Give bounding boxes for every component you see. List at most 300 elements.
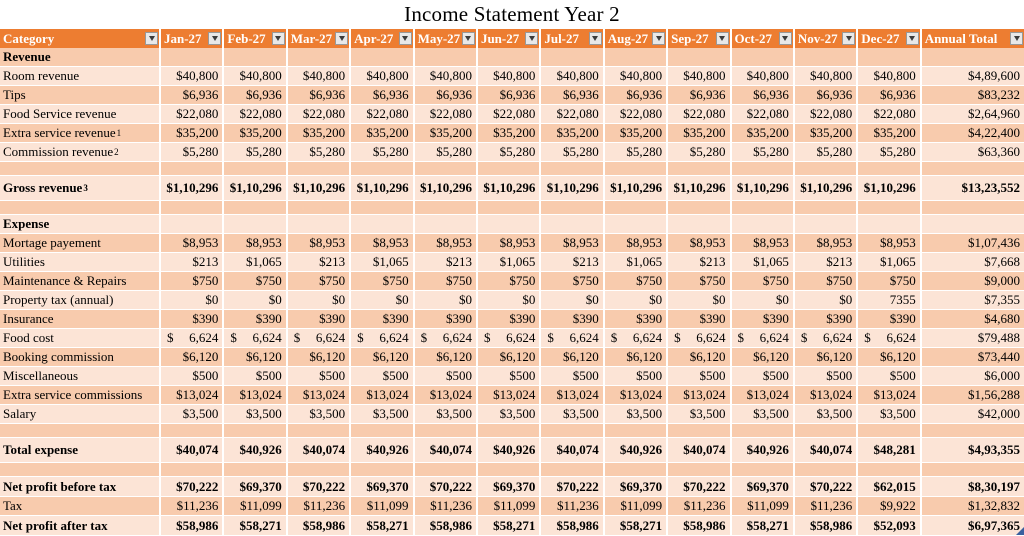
value-cell[interactable]: $500 (161, 367, 224, 385)
value-cell[interactable]: $42,000 (977, 406, 1020, 421)
value-cell[interactable]: $6,120 (288, 348, 351, 366)
row-label-cell[interactable] (0, 405, 161, 423)
value-cell[interactable]: $0 (668, 291, 731, 309)
value-cell[interactable]: $40,800 (161, 67, 224, 85)
value-cell[interactable] (288, 329, 351, 347)
value-cell[interactable]: $35,200 (351, 124, 414, 142)
value-cell[interactable] (668, 215, 731, 233)
filter-dropdown-dec-27[interactable] (906, 32, 919, 45)
row-label-cell[interactable] (0, 67, 161, 85)
value-cell[interactable]: $52,093 (858, 516, 921, 535)
value-cell[interactable]: $22,080 (288, 105, 351, 123)
row-label-cell[interactable] (0, 48, 161, 66)
value-cell[interactable]: $13,024 (161, 386, 224, 404)
value-cell[interactable]: $1,10,296 (161, 176, 224, 200)
value-cell[interactable]: $40,926 (224, 438, 287, 462)
value-cell[interactable]: $6,120 (858, 348, 921, 366)
value-cell[interactable]: $35,200 (605, 124, 668, 142)
value-cell[interactable]: $5,280 (858, 143, 921, 161)
value-cell[interactable]: $13,024 (541, 386, 604, 404)
value-cell[interactable]: $40,800 (351, 67, 414, 85)
value-cell[interactable]: $500 (224, 367, 287, 385)
value-cell[interactable]: $5,280 (795, 143, 858, 161)
value-cell[interactable] (732, 329, 795, 347)
value-cell[interactable] (605, 215, 668, 233)
value-cell[interactable]: $0 (415, 291, 478, 309)
header-cell-may-27[interactable] (415, 29, 478, 48)
value-cell[interactable]: $1,10,296 (224, 176, 287, 200)
value-cell[interactable]: $35,200 (795, 124, 858, 142)
value-cell[interactable]: $40,074 (415, 438, 478, 462)
value-cell[interactable] (668, 201, 731, 214)
value-cell[interactable]: $1,10,296 (288, 176, 351, 200)
value-cell[interactable]: $13,024 (795, 386, 858, 404)
row-label-cell[interactable] (0, 348, 161, 366)
value-cell[interactable]: $8,30,197 (968, 478, 1020, 494)
value-cell[interactable]: $3,500 (478, 405, 541, 423)
value-cell[interactable]: $6,120 (415, 348, 478, 366)
value-cell[interactable]: $0 (224, 291, 287, 309)
value-cell[interactable] (288, 463, 351, 476)
value-cell[interactable]: $40,926 (351, 438, 414, 462)
value-cell[interactable]: $58,986 (415, 516, 478, 535)
value-cell[interactable]: $40,074 (541, 438, 604, 462)
value-cell[interactable] (922, 463, 1024, 476)
value-cell[interactable]: $1,065 (351, 253, 414, 271)
value-cell[interactable]: $3,500 (224, 405, 287, 423)
value-cell[interactable]: $11,236 (288, 497, 351, 515)
header-cell-sep-27[interactable] (668, 29, 731, 48)
row-label-cell[interactable]: Extra service revenue 1 (0, 124, 161, 142)
value-cell[interactable]: $6,936 (224, 86, 287, 104)
value-cell[interactable] (605, 48, 668, 66)
value-cell[interactable] (415, 463, 478, 476)
value-cell[interactable] (541, 48, 604, 66)
header-cell-jun-27[interactable] (478, 29, 541, 48)
value-cell[interactable]: $8,953 (224, 234, 287, 252)
value-cell[interactable]: $3,500 (415, 405, 478, 423)
value-cell[interactable]: $13,024 (224, 386, 287, 404)
value-cell[interactable]: $6,120 (605, 348, 668, 366)
value-cell[interactable]: $1,065 (858, 253, 921, 271)
value-cell[interactable]: $6,936 (541, 86, 604, 104)
value-cell[interactable]: $390 (795, 310, 858, 328)
value-cell[interactable] (605, 162, 668, 175)
value-cell[interactable]: $213 (795, 253, 858, 271)
value-cell[interactable]: $13,024 (351, 386, 414, 404)
value-cell[interactable] (605, 463, 668, 476)
value-cell[interactable] (161, 463, 224, 476)
value-cell[interactable] (605, 424, 668, 437)
value-cell[interactable] (795, 201, 858, 214)
value-cell[interactable]: $13,024 (605, 386, 668, 404)
filter-dropdown-jan-27[interactable] (208, 32, 221, 45)
header-cell-apr-27[interactable] (351, 29, 414, 48)
value-cell[interactable]: $213 (161, 253, 224, 271)
filter-dropdown-category[interactable] (145, 32, 158, 45)
value-cell[interactable] (605, 201, 668, 214)
value-cell[interactable]: $40,800 (288, 67, 351, 85)
value-cell[interactable]: $58,271 (605, 516, 668, 535)
value-cell[interactable]: $8,953 (478, 234, 541, 252)
value-cell[interactable] (288, 48, 351, 66)
value-cell[interactable]: $1,10,296 (541, 176, 604, 200)
value-cell[interactable]: $40,074 (288, 438, 351, 462)
value-cell[interactable]: $8,953 (541, 234, 604, 252)
value-cell[interactable] (478, 201, 541, 214)
value-cell[interactable]: $40,800 (795, 67, 858, 85)
filter-dropdown-mar-27[interactable] (335, 32, 348, 45)
value-cell[interactable]: $5,280 (288, 143, 351, 161)
value-cell[interactable] (224, 201, 287, 214)
value-cell[interactable]: $5,280 (351, 143, 414, 161)
header-cell-annual-total[interactable] (922, 29, 1024, 48)
value-cell[interactable]: $750 (288, 272, 351, 290)
value-cell[interactable]: $58,986 (795, 516, 858, 535)
value-cell[interactable]: $8,953 (161, 234, 224, 252)
value-cell[interactable] (351, 201, 414, 214)
value-cell[interactable]: $6,936 (858, 86, 921, 104)
value-cell[interactable]: $6,936 (668, 86, 731, 104)
header-cell-mar-27[interactable] (288, 29, 351, 48)
value-cell[interactable] (478, 424, 541, 437)
value-cell[interactable]: $1,56,288 (968, 387, 1020, 402)
value-cell[interactable] (732, 463, 795, 476)
value-cell[interactable] (478, 162, 541, 175)
value-cell[interactable] (858, 48, 921, 66)
value-cell[interactable]: $8,953 (351, 234, 414, 252)
value-cell[interactable]: $70,222 (288, 477, 351, 496)
value-cell[interactable] (161, 162, 224, 175)
value-cell[interactable]: $40,800 (415, 67, 478, 85)
value-cell[interactable]: $1,065 (224, 253, 287, 271)
value-cell[interactable]: $8,953 (732, 234, 795, 252)
filter-dropdown-nov-27[interactable] (842, 32, 855, 45)
value-cell[interactable]: $8,953 (605, 234, 668, 252)
value-cell[interactable]: $11,236 (161, 497, 224, 515)
value-cell[interactable]: $58,271 (478, 516, 541, 535)
value-cell[interactable]: $6,120 (351, 348, 414, 366)
value-cell[interactable] (161, 201, 224, 214)
value-cell[interactable]: $22,080 (351, 105, 414, 123)
value-cell[interactable]: $1,07,436 (968, 235, 1020, 250)
value-cell[interactable]: $3,500 (541, 405, 604, 423)
value-cell[interactable] (351, 424, 414, 437)
row-label-cell[interactable] (0, 310, 161, 328)
value-cell[interactable]: $22,080 (668, 105, 731, 123)
value-cell[interactable]: $40,074 (668, 438, 731, 462)
value-cell[interactable]: $500 (288, 367, 351, 385)
value-cell[interactable]: $40,800 (541, 67, 604, 85)
value-cell[interactable]: $11,099 (351, 497, 414, 515)
value-cell[interactable]: $4,22,400 (968, 125, 1020, 140)
value-cell[interactable]: $1,10,296 (732, 176, 795, 200)
value-cell[interactable] (858, 424, 921, 437)
value-cell[interactable] (161, 215, 224, 233)
value-cell[interactable] (858, 201, 921, 214)
value-cell[interactable]: $9,922 (858, 497, 921, 515)
value-cell[interactable] (224, 215, 287, 233)
value-cell[interactable] (668, 162, 731, 175)
value-cell[interactable]: $3,500 (858, 405, 921, 423)
value-cell[interactable] (732, 215, 795, 233)
value-cell[interactable] (858, 329, 921, 347)
filter-dropdown-jun-27[interactable] (525, 32, 538, 45)
value-cell[interactable]: $70,222 (415, 477, 478, 496)
value-cell[interactable] (224, 424, 287, 437)
value-cell[interactable] (351, 463, 414, 476)
value-cell[interactable]: $6,120 (795, 348, 858, 366)
value-cell[interactable]: $6,936 (732, 86, 795, 104)
value-cell[interactable]: $35,200 (541, 124, 604, 142)
row-label-cell[interactable] (0, 215, 161, 233)
value-cell[interactable]: $3,500 (605, 405, 668, 423)
value-cell[interactable] (415, 329, 478, 347)
value-cell[interactable]: $750 (732, 272, 795, 290)
value-cell[interactable]: $750 (605, 272, 668, 290)
value-cell[interactable] (351, 215, 414, 233)
value-cell[interactable] (541, 424, 604, 437)
value-cell[interactable] (351, 162, 414, 175)
value-cell[interactable] (922, 162, 1024, 175)
value-cell[interactable]: $750 (478, 272, 541, 290)
value-cell[interactable] (732, 162, 795, 175)
value-cell[interactable]: $70,222 (541, 477, 604, 496)
row-label-cell[interactable] (0, 477, 161, 496)
value-cell[interactable]: $11,236 (415, 497, 478, 515)
value-cell[interactable]: $3,500 (732, 405, 795, 423)
value-cell[interactable]: $500 (795, 367, 858, 385)
value-cell[interactable]: $0 (351, 291, 414, 309)
value-cell[interactable]: $13,024 (478, 386, 541, 404)
value-cell[interactable]: $40,074 (795, 438, 858, 462)
row-label-cell[interactable] (0, 424, 161, 437)
value-cell[interactable]: $35,200 (668, 124, 731, 142)
value-cell[interactable]: $0 (288, 291, 351, 309)
value-cell[interactable]: $6,936 (605, 86, 668, 104)
value-cell[interactable] (668, 329, 731, 347)
value-cell[interactable] (922, 201, 1024, 214)
value-cell[interactable] (161, 329, 224, 347)
row-label-cell[interactable] (0, 162, 161, 175)
value-cell[interactable]: $58,986 (668, 516, 731, 535)
value-cell[interactable] (668, 463, 731, 476)
value-cell[interactable]: $40,800 (732, 67, 795, 85)
value-cell[interactable]: $5,280 (605, 143, 668, 161)
header-cell-jan-27[interactable] (161, 29, 224, 48)
value-cell[interactable] (541, 215, 604, 233)
header-cell-category[interactable] (0, 29, 161, 48)
value-cell[interactable]: $6,936 (795, 86, 858, 104)
filter-dropdown-oct-27[interactable] (779, 32, 792, 45)
value-cell[interactable]: $213 (415, 253, 478, 271)
value-cell[interactable]: $6,120 (541, 348, 604, 366)
row-label-cell[interactable] (0, 291, 161, 309)
value-cell[interactable]: $22,080 (795, 105, 858, 123)
value-cell[interactable]: $6,120 (478, 348, 541, 366)
value-cell[interactable] (224, 329, 287, 347)
value-cell[interactable] (288, 162, 351, 175)
row-label-cell[interactable] (0, 329, 161, 347)
value-cell[interactable]: $4,680 (984, 311, 1020, 326)
value-cell[interactable] (732, 201, 795, 214)
value-cell[interactable] (224, 162, 287, 175)
row-label-cell[interactable] (0, 234, 161, 252)
value-cell[interactable]: $9,000 (984, 273, 1020, 288)
value-cell[interactable]: $69,370 (224, 477, 287, 496)
row-label-cell[interactable] (0, 253, 161, 271)
value-cell[interactable]: $3,500 (351, 405, 414, 423)
filter-dropdown-annual-total[interactable] (1010, 32, 1023, 45)
value-cell[interactable]: $750 (351, 272, 414, 290)
row-label-cell[interactable] (0, 201, 161, 214)
row-label-cell[interactable] (0, 386, 161, 404)
value-cell[interactable]: $500 (478, 367, 541, 385)
value-cell[interactable]: $5,280 (668, 143, 731, 161)
value-cell[interactable]: $6,000 (984, 368, 1020, 383)
value-cell[interactable] (288, 201, 351, 214)
value-cell[interactable]: $1,10,296 (415, 176, 478, 200)
value-cell[interactable]: $6,936 (478, 86, 541, 104)
value-cell[interactable]: $500 (541, 367, 604, 385)
value-cell[interactable]: $1,065 (478, 253, 541, 271)
value-cell[interactable]: $58,271 (732, 516, 795, 535)
value-cell[interactable]: $2,64,960 (968, 106, 1020, 121)
value-cell[interactable]: $22,080 (478, 105, 541, 123)
value-cell[interactable] (224, 463, 287, 476)
value-cell[interactable]: $69,370 (732, 477, 795, 496)
value-cell[interactable]: $4,93,355 (968, 442, 1020, 457)
row-label-cell[interactable] (0, 272, 161, 290)
value-cell[interactable]: $69,370 (605, 477, 668, 496)
value-cell[interactable] (541, 329, 604, 347)
value-cell[interactable] (795, 215, 858, 233)
value-cell[interactable]: $1,10,296 (605, 176, 668, 200)
value-cell[interactable]: $13,024 (415, 386, 478, 404)
value-cell[interactable]: $5,280 (732, 143, 795, 161)
value-cell[interactable]: $750 (415, 272, 478, 290)
value-cell[interactable]: $6,120 (732, 348, 795, 366)
row-label-cell[interactable] (0, 516, 161, 535)
value-cell[interactable]: $6,936 (161, 86, 224, 104)
value-cell[interactable]: $58,271 (351, 516, 414, 535)
header-cell-nov-27[interactable] (795, 29, 858, 48)
value-cell[interactable]: $40,800 (858, 67, 921, 85)
value-cell[interactable]: $5,280 (415, 143, 478, 161)
value-cell[interactable]: $5,280 (478, 143, 541, 161)
value-cell[interactable]: $7,668 (984, 254, 1020, 269)
row-label-cell[interactable] (0, 497, 161, 515)
value-cell[interactable]: $11,099 (732, 497, 795, 515)
filter-dropdown-aug-27[interactable] (652, 32, 665, 45)
value-cell[interactable]: $40,800 (224, 67, 287, 85)
value-cell[interactable]: $500 (605, 367, 668, 385)
value-cell[interactable]: $11,099 (478, 497, 541, 515)
value-cell[interactable]: $40,926 (478, 438, 541, 462)
value-cell[interactable]: $7,355 (984, 292, 1020, 307)
row-label-cell[interactable] (0, 438, 161, 462)
value-cell[interactable]: $8,953 (288, 234, 351, 252)
value-cell[interactable] (795, 329, 858, 347)
value-cell[interactable] (795, 463, 858, 476)
value-cell[interactable]: $3,500 (668, 405, 731, 423)
value-cell[interactable]: $6,936 (351, 86, 414, 104)
value-cell[interactable]: $750 (668, 272, 731, 290)
value-cell[interactable]: $0 (605, 291, 668, 309)
value-cell[interactable] (922, 424, 1024, 437)
value-cell[interactable]: $213 (541, 253, 604, 271)
value-cell[interactable]: $390 (541, 310, 604, 328)
value-cell[interactable] (922, 215, 1024, 233)
value-cell[interactable]: $58,986 (288, 516, 351, 535)
value-cell[interactable]: $40,926 (732, 438, 795, 462)
value-cell[interactable]: $35,200 (858, 124, 921, 142)
value-cell[interactable]: $40,074 (161, 438, 224, 462)
value-cell[interactable]: $1,10,296 (351, 176, 414, 200)
value-cell[interactable] (858, 215, 921, 233)
value-cell[interactable]: $70,222 (795, 477, 858, 496)
value-cell[interactable]: $500 (415, 367, 478, 385)
value-cell[interactable]: $13,024 (858, 386, 921, 404)
value-cell[interactable]: $83,232 (977, 87, 1020, 102)
value-cell[interactable] (541, 463, 604, 476)
filter-dropdown-may-27[interactable] (462, 32, 475, 45)
value-cell[interactable]: $390 (858, 310, 921, 328)
value-cell[interactable]: $35,200 (415, 124, 478, 142)
value-cell[interactable]: $0 (161, 291, 224, 309)
value-cell[interactable] (922, 48, 1024, 66)
value-cell[interactable] (732, 424, 795, 437)
row-label-cell[interactable]: Commission revenue 2 (0, 143, 161, 161)
value-cell[interactable]: $390 (224, 310, 287, 328)
value-cell[interactable]: $390 (415, 310, 478, 328)
value-cell[interactable] (858, 463, 921, 476)
row-label-cell[interactable]: Gross revenue 3 (0, 176, 161, 200)
value-cell[interactable]: $213 (288, 253, 351, 271)
value-cell[interactable]: $6,120 (161, 348, 224, 366)
value-cell[interactable]: $70,222 (161, 477, 224, 496)
value-cell[interactable] (478, 463, 541, 476)
value-cell[interactable] (415, 48, 478, 66)
value-cell[interactable]: $35,200 (478, 124, 541, 142)
value-cell[interactable]: $40,800 (668, 67, 731, 85)
value-cell[interactable]: $22,080 (541, 105, 604, 123)
value-cell[interactable] (288, 215, 351, 233)
value-cell[interactable]: $22,080 (605, 105, 668, 123)
value-cell[interactable]: $58,986 (161, 516, 224, 535)
value-cell[interactable]: $213 (668, 253, 731, 271)
value-cell[interactable] (224, 48, 287, 66)
filter-dropdown-apr-27[interactable] (399, 32, 412, 45)
header-cell-dec-27[interactable] (858, 29, 921, 48)
value-cell[interactable]: $35,200 (161, 124, 224, 142)
value-cell[interactable]: $35,200 (288, 124, 351, 142)
value-cell[interactable] (415, 162, 478, 175)
value-cell[interactable] (478, 215, 541, 233)
value-cell[interactable]: 7355 (858, 291, 921, 309)
value-cell[interactable]: $1,065 (732, 253, 795, 271)
value-cell[interactable] (351, 329, 414, 347)
value-cell[interactable]: $5,280 (161, 143, 224, 161)
value-cell[interactable] (795, 424, 858, 437)
value-cell[interactable]: $13,23,552 (961, 180, 1020, 195)
header-cell-jul-27[interactable] (541, 29, 604, 48)
value-cell[interactable]: $11,236 (541, 497, 604, 515)
value-cell[interactable]: $70,222 (668, 477, 731, 496)
value-cell[interactable] (288, 424, 351, 437)
value-cell[interactable]: $8,953 (668, 234, 731, 252)
value-cell[interactable]: $6,120 (224, 348, 287, 366)
